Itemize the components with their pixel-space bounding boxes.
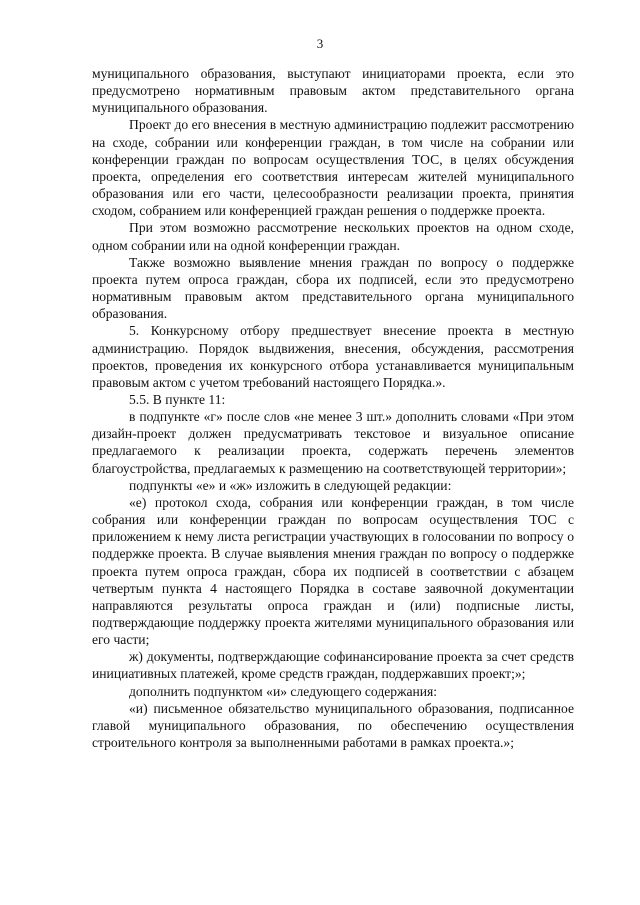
paragraph-subitem-e: «е) протокол схода, собрания или конференции граждан, в том числе собрания или конференции граждан по вопросам осуществления ТОС с приложением к нему листа регистрации участвующих в голосовании по вопросу о поддержке проекта. В случае выявления мнения граждан по вопросу о поддержке проекта путем опроса граждан, сбора их подписей в соответствии с абзацем четвертым пункта 4 настоящего Порядка в составе заявочной документации направляются результаты опроса граждан и (или) подписные листы, подтверждающие поддержку проекта жителями муниципального образования или его части; [92, 494, 574, 648]
paragraph-subitem-g: в подпункте «г» после слов «не менее 3 шт.» дополнить словами «При этом дизайн-проект должен предусматривать текстовое и визуальное описание предлагаемого к реализации проекта, содержать перечень элементов благоустройства, предлагаемых к размещению на соответствующей территории»; [92, 409, 574, 476]
page-number: 3 [316, 36, 324, 51]
paragraph-project-review: Проект до его внесения в местную администрацию подлежит рассмотрению на сходе, собрании или конференции граждан, в том числе на собрании или конференции граждан по вопросам осуществления ТОС, в целях обсуждения проекта, определения его соответствия интересам жителей муниципального образования или его части, целесообразности реализации проекта, принятия сходом, собранием или конференцией граждан решения о поддержке проекта. [92, 117, 574, 219]
paragraph-item-5: 5. Конкурсному отбору предшествует внесение проекта в местную администрацию. Порядок выдвижения, внесения, обсуждения, рассмотрения проектов, проведения их конкурсного отбора устанавливается муниципальным правовым актом с учетом требований настоящего Порядка.». [92, 323, 574, 390]
paragraph-subitems-e-zh-intro: подпункты «е» и «ж» изложить в следующей редакции: [129, 477, 452, 493]
paragraph-subitem-i-intro: дополнить подпунктом «и» следующего содержания: [129, 683, 438, 699]
paragraph-item-5-5: 5.5. В пункте 11: [129, 391, 226, 407]
paragraph-subitem-zh: ж) документы, подтверждающие софинансирование проекта за счет средств инициативных платежей, кроме средств граждан, поддержавших проект;»; [92, 649, 574, 682]
paragraph-multiple-projects: При этом возможно рассмотрение нескольких проектов на одном сходе, одном собрании или на одной конференции граждан. [92, 220, 574, 253]
paragraph-continuation: муниципального образования, выступают инициаторами проекта, если это предусмотрено нормативным правовым актом представительного органа муниципального образования. [92, 66, 574, 116]
paragraph-citizen-survey: Также возможно выявление мнения граждан по вопросу о поддержке проекта путем опроса граждан, сбора их подписей, если это предусмотрено нормативным правовым актом представительного органа муниципального образования. [92, 254, 574, 322]
paragraph-subitem-i: «и) письменное обязательство муниципального образования, подписанное главой муниципального образования, по обеспечению осуществления строительного контроля за выполненными работами в рамках проекта.»; [92, 700, 574, 751]
document-body [92, 65, 574, 751]
